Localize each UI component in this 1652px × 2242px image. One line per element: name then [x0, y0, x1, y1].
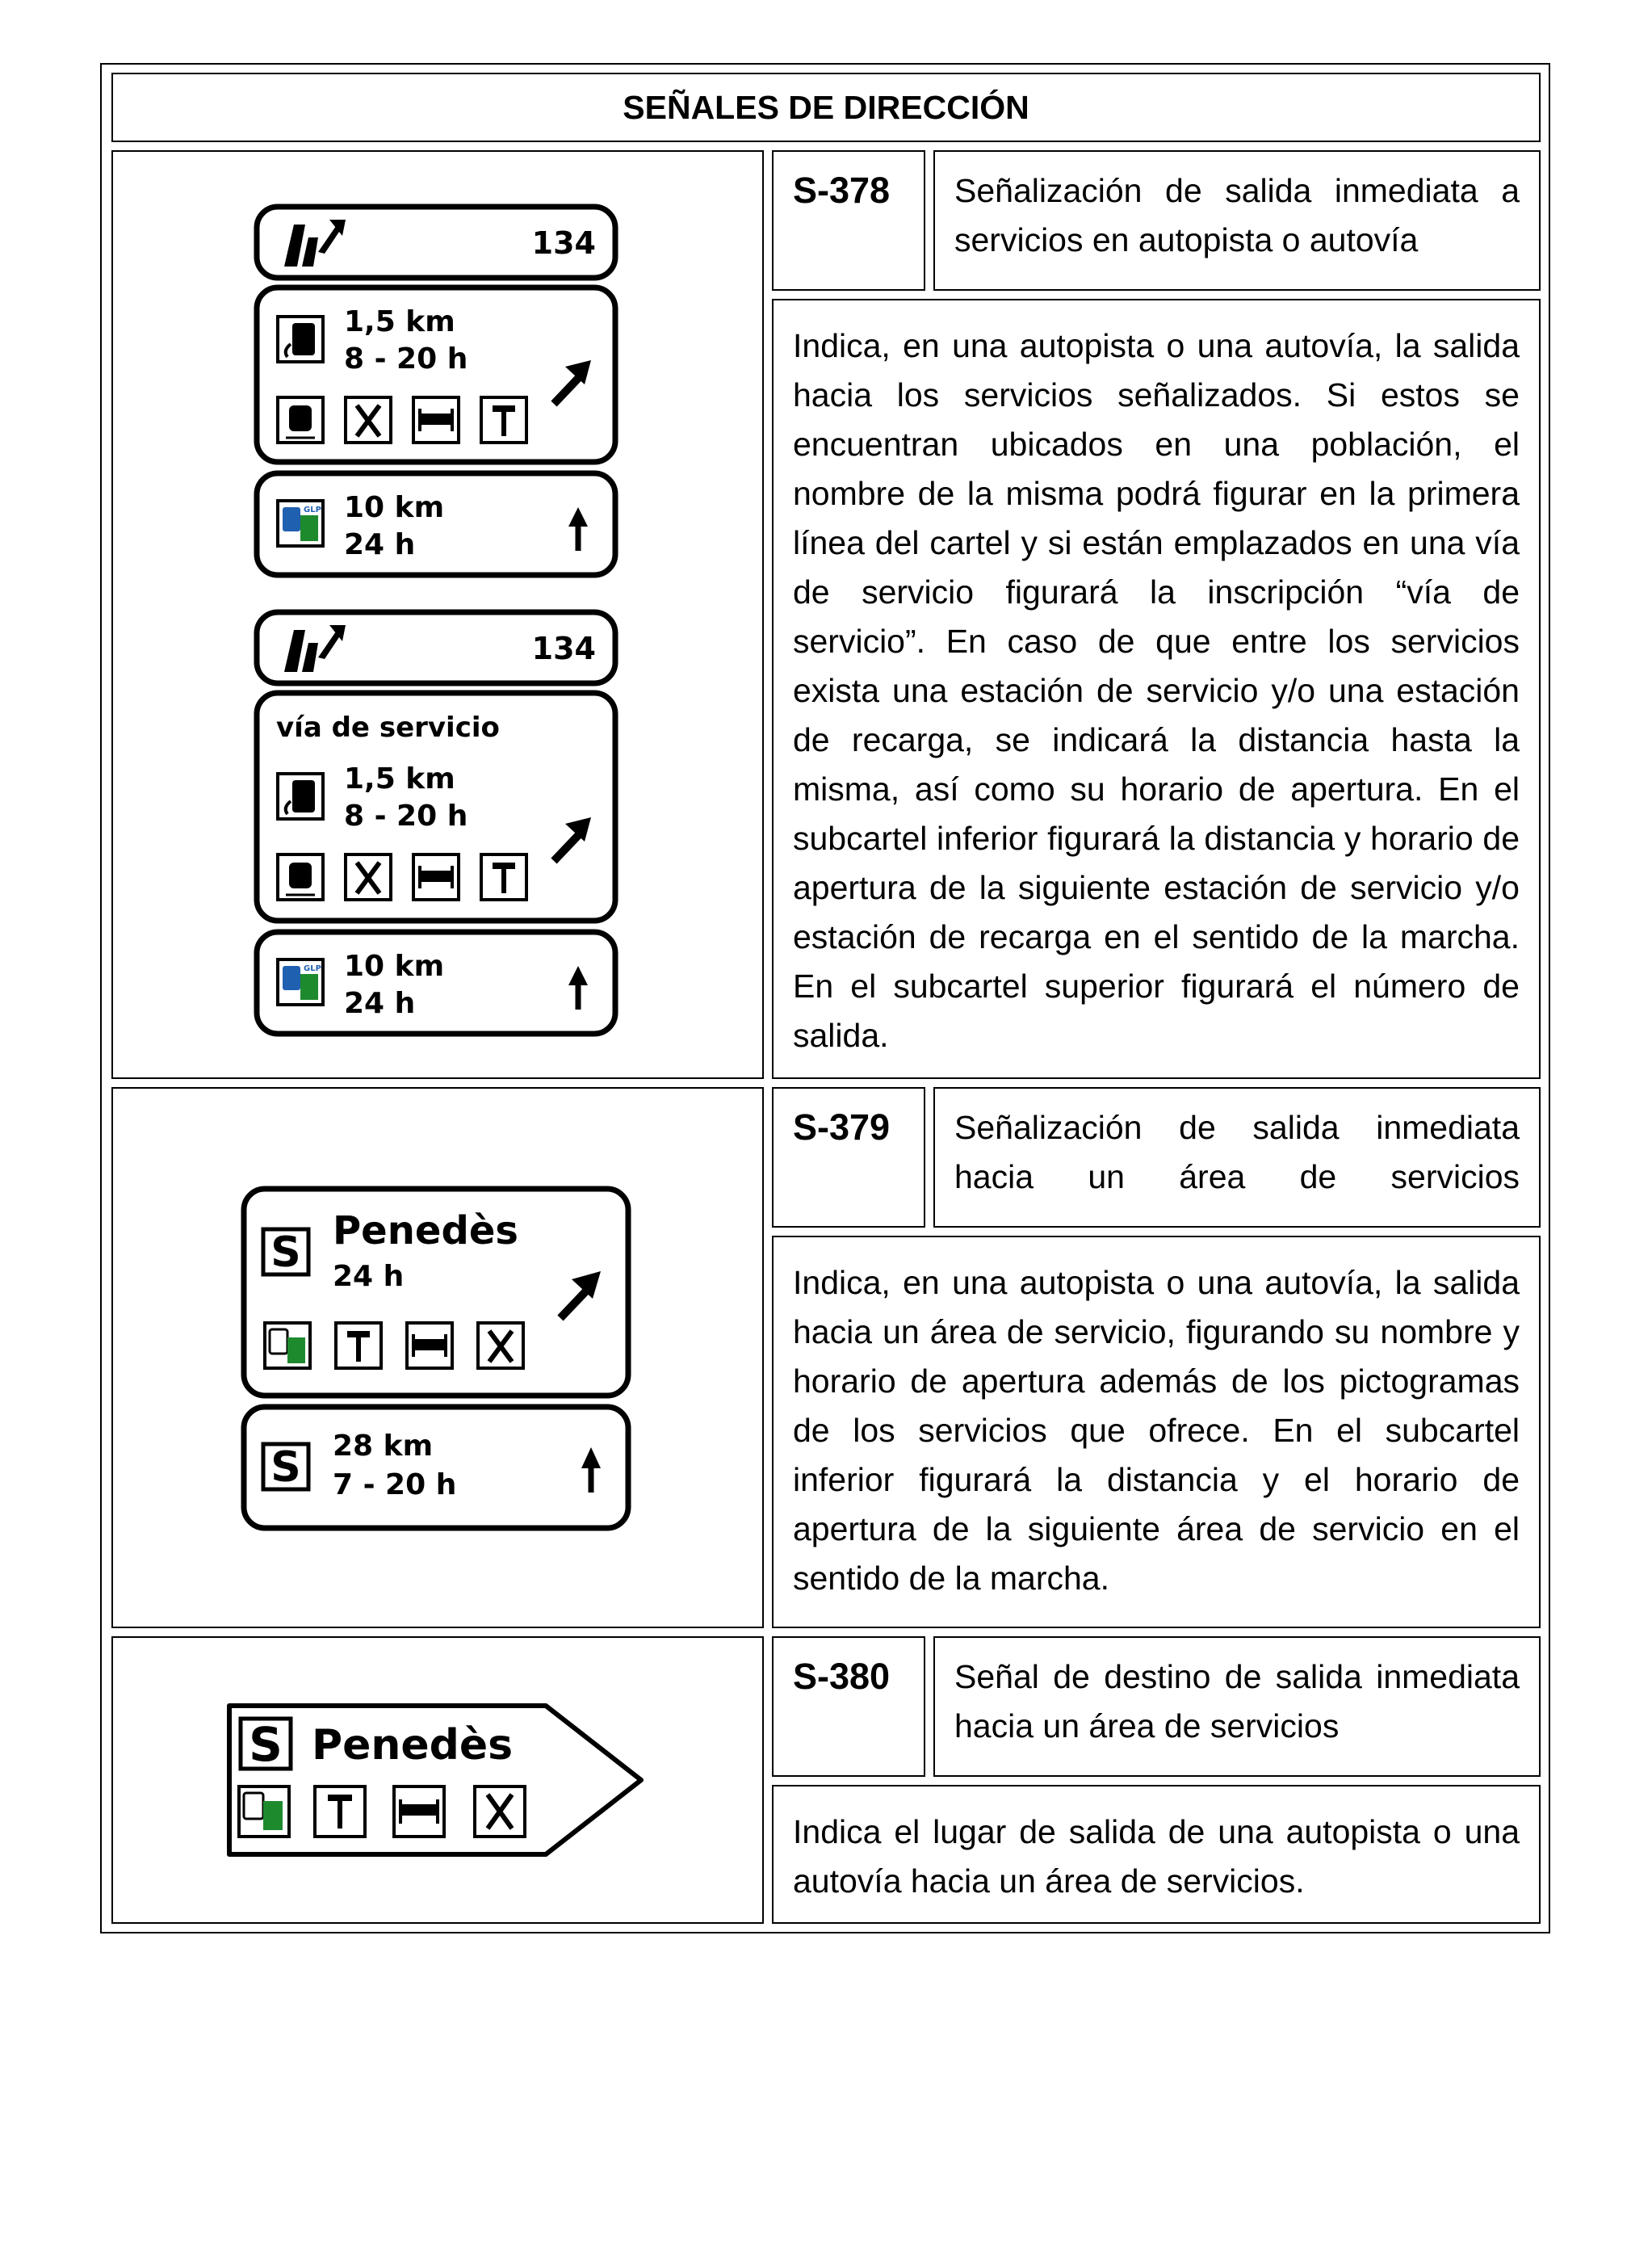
sign-title: Señalización de salida inmediata hacia un área de servicios [933, 1087, 1541, 1228]
service-area-s-icon [241, 1717, 291, 1772]
exit-panel [257, 612, 615, 683]
services-panel [257, 693, 615, 921]
svg-text:GLP: GLP [304, 506, 321, 514]
next-distance-text: 10 km [344, 950, 445, 983]
sign-code: S-380 [772, 1636, 925, 1777]
workshop-icon [315, 1786, 365, 1837]
fuel-station-icon [278, 317, 323, 362]
restaurant-icon [346, 397, 391, 443]
hours-text: 24 h [333, 1260, 405, 1293]
svg-text:S: S [270, 1443, 301, 1492]
table-header: SEÑALES DE DIRECCIÓN [111, 73, 1541, 142]
services-panel [257, 288, 615, 462]
next-hours-text: 24 h [344, 528, 416, 561]
workshop-icon [481, 397, 526, 443]
workshop-icon [481, 854, 526, 900]
service-area-name: Penedès [312, 1721, 514, 1770]
restaurant-icon [475, 1786, 525, 1837]
next-station-panel [257, 932, 615, 1034]
svg-text:GLP: GLP [304, 964, 321, 973]
next-distance-text: 10 km [344, 491, 445, 524]
glp-ev-station-icon [239, 1786, 289, 1837]
sign-s378-a [250, 202, 622, 581]
svg-text:S: S [249, 1717, 283, 1772]
hotel-icon [407, 1323, 452, 1368]
sign-title: Señal de destino de salida inmediata hacia un área de servicios [933, 1636, 1541, 1777]
sign-description: Indica, en una autopista o una autovía, la salida hacia un área de servicio, figurando su nombre y horario de apertura además de los pictogramas de los servicios que ofrece. En el subcartel inferior figurará la distancia y el horario de apertura de la siguiente área de servicio en el sentido de la marcha. [772, 1236, 1541, 1628]
sign-title: Señalización de salida inmediata a servicios en autopista o autovía [933, 150, 1541, 291]
service-area-s-icon [263, 1228, 308, 1277]
next-station-panel [257, 473, 615, 575]
fuel-station-icon [278, 774, 323, 819]
distance-text: 1,5 km [344, 305, 455, 338]
hotel-icon [413, 397, 459, 443]
road-label-text: vía de servicio [276, 712, 500, 744]
train-icon [278, 397, 323, 443]
exit-number: 134 [531, 225, 596, 261]
svg-text:S: S [270, 1228, 301, 1277]
exit-number: 134 [531, 631, 596, 666]
next-distance-text: 28 km [333, 1430, 434, 1463]
next-area-panel [244, 1407, 628, 1528]
sign-s380 [223, 1701, 651, 1859]
distance-text: 1,5 km [344, 762, 455, 796]
sign-code: S-379 [772, 1087, 925, 1228]
service-area-panel [244, 1189, 628, 1396]
sign-description: Indica, en una autopista o una autovía, la salida hacia los servicios señalizados. Si estos se encuentran ubicados en una población, el nombre de la misma podrá figurar en la primera línea del cartel y si están emplazados en una vía de servicio figurará la inscripción “vía de servicio”. En caso de que entre los servicios exista una estación de servicio y/o una estación de recarga, se indicará la distancia hasta la misma, así como su horario de apertura. En el subcartel inferior figurará la distancia y horario de apertura de la siguiente estación de servicio y/o estación de recarga en el sentido de la marcha. En el subcartel superior figurará el número de salida. [772, 299, 1541, 1079]
hours-text: 8 - 20 h [344, 800, 468, 833]
hotel-icon [413, 854, 459, 900]
sign-description: Indica el lugar de salida de una autopista o una autovía hacia un área de servicios. [772, 1785, 1541, 1924]
glp-ev-station-icon [278, 959, 323, 1005]
restaurant-icon [346, 854, 391, 900]
service-area-s-icon [263, 1443, 308, 1492]
restaurant-icon [478, 1323, 523, 1368]
sign-code: S-378 [772, 150, 925, 291]
next-hours-text: 24 h [344, 987, 416, 1020]
exit-panel [257, 207, 615, 278]
glp-ev-station-icon [265, 1323, 310, 1368]
train-icon [278, 854, 323, 900]
glp-ev-station-icon [278, 501, 323, 546]
workshop-icon [336, 1323, 381, 1368]
sign-s379 [237, 1184, 636, 1539]
sign-s378-b [250, 607, 622, 1043]
hotel-icon [394, 1786, 444, 1837]
next-hours-text: 7 - 20 h [333, 1468, 457, 1501]
hours-text: 8 - 20 h [344, 342, 468, 376]
service-area-name: Penedès [333, 1208, 518, 1253]
